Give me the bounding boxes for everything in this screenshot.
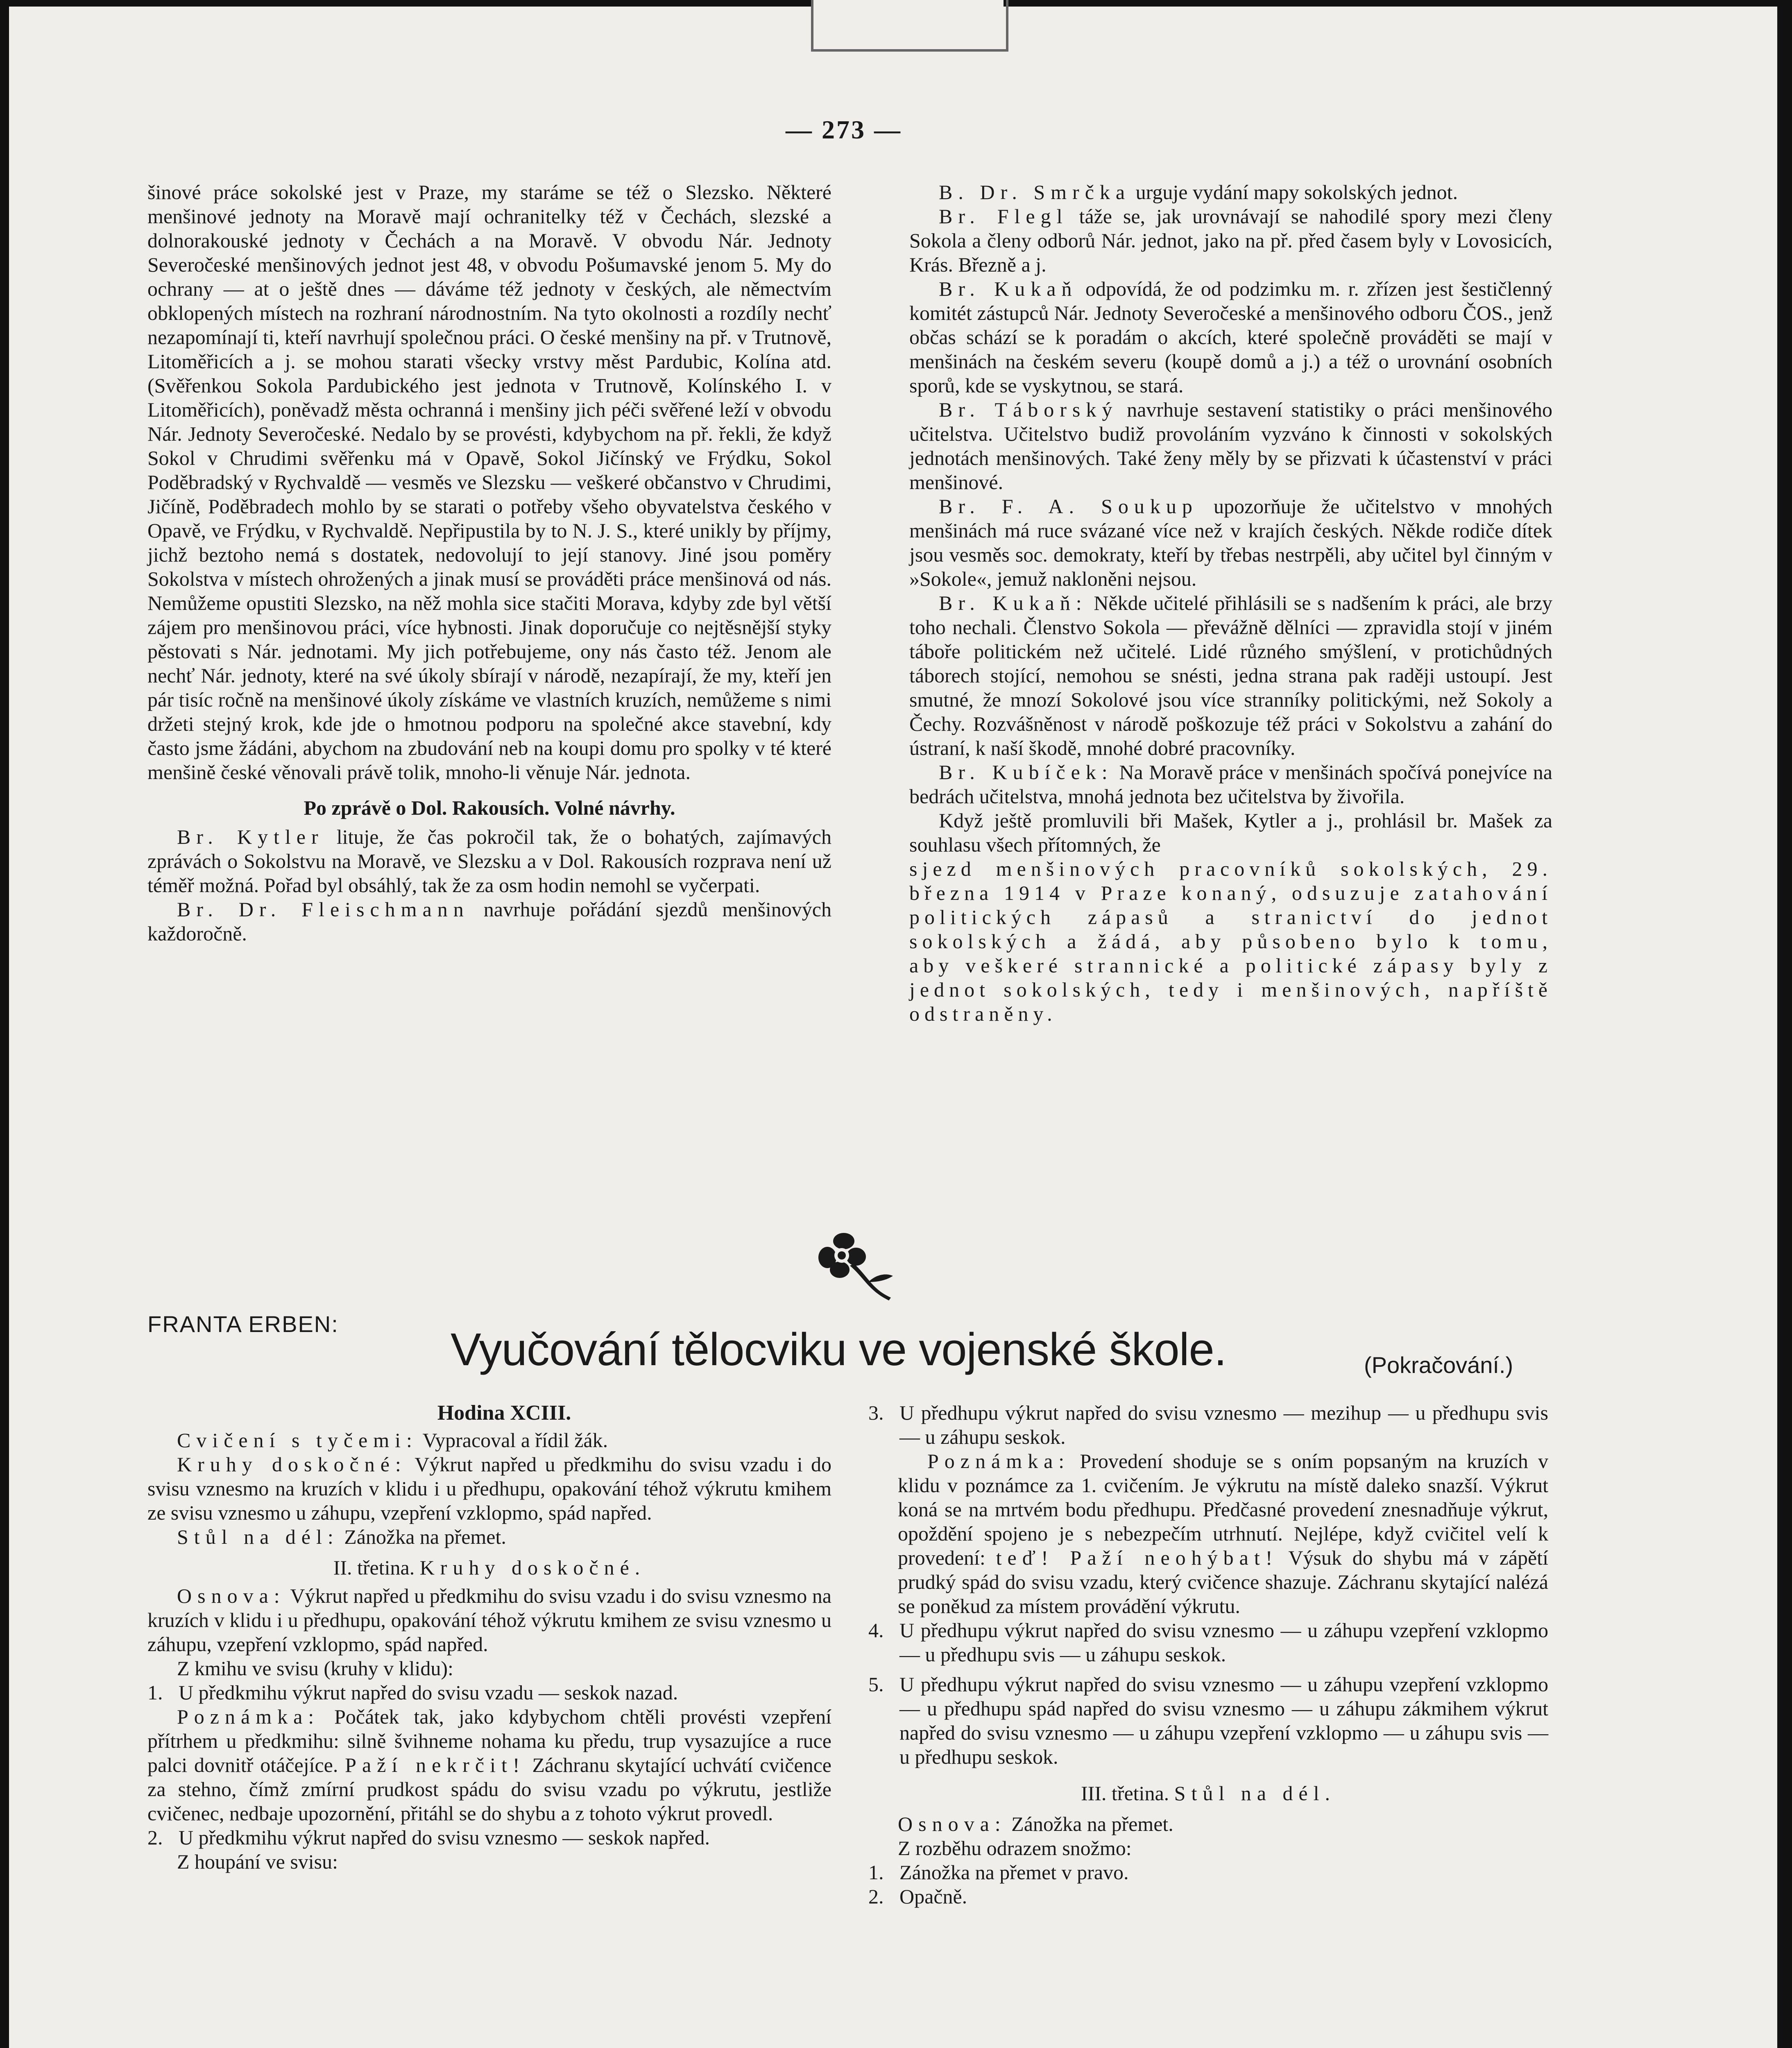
- item-number: 1.: [868, 1861, 884, 1884]
- speaker-name: Br. Kytler: [177, 825, 324, 848]
- section-heading: Po zprávě o Dol. Rakousích. Volné návrhy.: [304, 796, 675, 819]
- continued-note: (Pokračování.): [1364, 1352, 1513, 1378]
- paragraph-text: táže se, jak urovnávají se nahodilé spory mezi členy Sokola a členy odborů Nár. jednot, jako na př. před časem byly v Lovosicích, Krás. Březně a j.: [909, 205, 1552, 276]
- paragraph: [147, 1705, 831, 1826]
- paragraph: [909, 494, 1552, 591]
- paragraph-text: Na Moravě práce v menšinách spočívá ponejvíce na bedrách učitelstva, mnohá jednota bez učitelstva by živořila.: [909, 761, 1552, 808]
- paragraph-text: Vypracoval a řídil žák.: [417, 1429, 608, 1452]
- speaker-name: B. Dr. Smrčka: [939, 181, 1131, 204]
- item-text: Opačně.: [899, 1885, 967, 1908]
- page-number: — 273 —: [786, 115, 902, 144]
- paragraph: [909, 180, 1552, 204]
- paragraph: [147, 1452, 831, 1525]
- spaced-term: Cvičení s tyčemi:: [177, 1429, 418, 1452]
- paragraph-text: Počátek tak, jako kdybychom chtěli provésti vzepření přítrhem u předkmihu: silně švihneme nohama ku předu, trup vysazujíce a ruce palci dovnitř otáčejíce.: [147, 1705, 831, 1776]
- list-item: [868, 1885, 1548, 1909]
- list-item: [868, 1860, 1548, 1885]
- item-number: 5.: [868, 1673, 884, 1696]
- list-item: [868, 1401, 1548, 1449]
- item-number: 4.: [868, 1619, 884, 1642]
- paragraph-text: odpovídá, že od podzimku m. r. zřízen jest šestičlenný komitét zástupců Nár. Jednoty Severočeské a menšinového odboru ČOS., jenž občas schází se k poradám o akcích, které společně prováděti se mají v menšinách na českém severu (koupě domů a j.) a též o urovnání osobních sporů, kde se vyskytnou, se stará.: [909, 277, 1552, 397]
- speaker-name: Br. Kubíček:: [939, 761, 1113, 784]
- paragraph-text: Zánožka na přemet.: [339, 1525, 506, 1548]
- article-author: FRANTA ERBEN:: [147, 1311, 339, 1337]
- paragraph-text: navrhuje pořádání sjezdů menšinových každoročně.: [147, 898, 831, 945]
- item-text: U předhupu výkrut napřed do svisu vznesmo — u záhupu vzepření vzklopmo — u předhupu spád napřed do svisu vznesmo — u záhupu zákmihem výkrut napřed do svisu vznesmo — u záhupu vzepření vzklopmo — u záhupu svis — u předhupu seskok.: [899, 1673, 1548, 1768]
- section-title: Kruhy doskočné.: [419, 1556, 646, 1579]
- item-number: 2.: [868, 1885, 884, 1908]
- paragraph: Když ještě promluvili bři Mašek, Kytler a j., prohlásil br. Mašek za souhlasu všech přítomných, že: [909, 809, 1552, 856]
- item-number: 3.: [868, 1401, 884, 1424]
- speaker-name: Br. Dr. Fleischmann: [177, 898, 469, 921]
- paragraph-text: navrhuje sestavení statistiky o práci menšinového učitelstva. Učitelstvo budiž provoláním vyzváno k činnosti v sokolských jednotách menšinových. Také ženy měly by se přizvati k účastenství v práci menšinové.: [909, 398, 1553, 494]
- lesson-heading: Hodina XCIII.: [437, 1401, 571, 1425]
- paragraph: [909, 591, 1552, 760]
- section-number: II. třetina.: [333, 1556, 420, 1579]
- spaced-term: Kruhy doskočné:: [177, 1453, 407, 1476]
- spaced-term: Osnova:: [898, 1812, 1006, 1835]
- paragraph-text: Provedení shoduje se s oním popsaným na kruzích v klidu v poznámce za 1. cvičením. Je výkrutu na místě daleko snazší. Výkrut koná se na mrtvém bodu předhupu. Předčasné provedení znesnadňuje výkrut, opoždění spojeno je s nebezpečím utrhnutí. Nejlépe, když cvičitel velí k provedení:: [898, 1450, 1548, 1569]
- paragraph: [909, 398, 1552, 494]
- spaced-term: Paží nekrčit!: [345, 1753, 526, 1776]
- paragraph: [868, 1812, 1548, 1836]
- speaker-name: Br. Táborský: [939, 398, 1118, 421]
- speaker-name: Br. Kukaň:: [939, 591, 1087, 614]
- paragraph: [868, 1449, 1548, 1618]
- paragraph: [909, 277, 1552, 398]
- speaker-name: Br. Kukaň: [939, 277, 1078, 300]
- paragraph-text: Záchranu skytající uchvátí cvičence za stehno, čímž zmírní prudkost spádu do svisu vzadu po výkrutu, jestliže cvičenec, nedbaje upozornění, přitáhl se do shybu a z tohoto výkrut provedl.: [147, 1753, 831, 1825]
- paragraph-text: urguje vydání mapy sokolských jednot.: [1130, 181, 1458, 204]
- spaced-term: Osnova:: [177, 1584, 285, 1607]
- bottom-right-column: [868, 1401, 1548, 1909]
- section-heading: [868, 1781, 1548, 1806]
- speaker-name: Br. F. A. Soukup: [939, 495, 1198, 518]
- article-title: Vyučování tělocviku ve vojenské škole.: [451, 1324, 1226, 1375]
- spaced-term: Poznámka:: [177, 1705, 320, 1728]
- paragraph: šinové práce sokolské jest v Praze, my staráme se též o Slezsko. Některé menšinové jednoty na Moravě mají ochranitelky též v Čechách, slezské a dolnorakouské jednoty v Čechách a na Moravě. V obvodu Nár. Jednoty Severočeské menšinových jednot jest 48, v obvodu Pošumavské jenom 5. My do ochrany — at o ještě dnes — dáváme též jednoty v českých, ale němectvím obklopených místech na rozhraní národnostním. Na tyto okolnosti a rozdíly nechť nezapomínají ti, kteří navrhují společnou práci. O české menšiny na př. v Trutnově, Litoměřicích a j. se mohou starati všecky vrstvy měst Pardubic, Kolína atd. (Svěřenkou Sokola Pardubického jest jednota v Trutnově, Kolínského I. v Litoměřicích), poněvadž města ochranná i menšiny jich péči svěřené leží v obvodu Nár. Jednoty Severočeské. Nedalo by se provésti, kdybychom na př. řekli, že když Sokol v Chrudimi svěřenku má v Opavě, Sokol Jičínský ve Frýdku, Sokol Poděbradský v Rychvaldě — vesměs ve Slezsku — veškeré občanstvo v Chrudimi, Jičíně, Poděbradech mohlo by se starati o potřeby všeho obyvatelstva českého v Opavě, ve Frýdku, v Rychvaldě. Nepřipustila by to N. J. S., které unikly by příjmy, jichž beztoho nemá s dostatek, nedovolují to její stanovy. Jiné jsou poměry Sokolstva v místech ohrožených a jinak musí se prováděti práce menšinová od nás. Nemůžeme opustiti Slezsko, na něž mohla sice stačiti Morava, kdyby zde byl větší zájem pro menšinovou práci, více hybnosti. Jinak doporučuje co nejtěsnější styky pěstovati s Nár. jednotami. My jich potřebujeme, ony nás často též. Jenom ale nechť Nár. jednoty, které na své úkoly sbírají v národě, nezapírají, že my, kteří jen pár tisíc ročně na menšinové úkoly získáme ve vlastních kruzích, nemůžeme s nimi držeti stejný krok, kde jde o hmotnou podporu na společné akce stavební, kdy často jsme žádáni, abychom na zbudování neb na koupi domu pro spolky v té které menšině české věnovali právě tolik, mnoho-li věnuje Nár. jednota.: [147, 181, 831, 784]
- spaced-term: Poznámka:: [927, 1450, 1070, 1473]
- paragraph-text: upozorňuje že učitelstvo v mnohých menšinách má ruce svázané více než v krajích českých. Někde rodiče dítek jsou vesměs soc. demokraty, kteří by třebas nestrpěli, aby učitel byl činným v »Sokole«, jemuž nakloněni nejsou.: [909, 495, 1552, 590]
- subheading: Z kmihu ve svisu (kruhy v klidu):: [177, 1657, 453, 1680]
- top-right-column: [909, 180, 1552, 1026]
- floral-ornament-icon: [811, 1225, 901, 1307]
- top-left-column: [147, 180, 831, 946]
- section-number: III. třetina.: [1081, 1782, 1174, 1805]
- item-text: U předhupu výkrut napřed do svisu vznesmo — mezihup — u předhupu svis — u záhupu seskok.: [899, 1401, 1548, 1448]
- paragraph-text: lituje, že čas pokročil tak, že o bohatých, zajímavých zprávách o Sokolstvu na Moravě, ve Slezsku a v Dol. Rakousích rozprava není už téměř možná. Pořad byl obsáhlý, tak že za osm hodin nemohl se vyčerpati.: [147, 825, 831, 897]
- list-item: [868, 1618, 1548, 1667]
- item-text: U předhupu výkrut napřed do svisu vznesmo — u záhupu vzepření vzklopmo — u předhupu svis — u záhupu seskok.: [899, 1619, 1548, 1666]
- section-title: Stůl na dél.: [1174, 1782, 1336, 1805]
- item-text: Zánožka na přemet v pravo.: [899, 1861, 1129, 1884]
- paragraph: [147, 825, 831, 897]
- paragraph-text: Zánožka na přemet.: [1006, 1812, 1174, 1835]
- paragraph: [147, 1428, 831, 1452]
- subheading: Z rozběhu odrazem snožmo:: [898, 1837, 1132, 1860]
- subheading: Z houpání ve svisu:: [177, 1850, 338, 1873]
- paragraph: [909, 204, 1552, 277]
- speaker-name: Br. Flegl: [939, 205, 1068, 228]
- item-text: U předkmihu výkrut napřed do svisu vznesmo — seskok napřed.: [179, 1826, 710, 1849]
- item-number: 2.: [147, 1826, 163, 1849]
- paragraph: [909, 760, 1552, 809]
- spaced-term: Stůl na dél:: [177, 1525, 339, 1548]
- list-item: [868, 1672, 1548, 1769]
- paragraph: [147, 1525, 831, 1549]
- bottom-left-column: [147, 1401, 831, 1874]
- paragraph: [147, 897, 831, 946]
- paragraph-text: Někde učitelé přihlásili se s nadšením k práci, ale brzy toho nechali. Členstvo Sokola — převážně dělníci — zpravidla stojí v jiném táboře politickém než učitelé. Lidé různého smýšlení, v protichůdných táborech stojící, nemohou se snésti, jedna strana pak raději ustoupí. Jest smutné, že mnozí Sokolové jsou více stranníky politickými, než Sokoly a Čechy. Rozvášněnost v národě poškozuje též práci v Sokolstvu a zahání do ústraní, k naší škodě, mnohé dobré pracovníky.: [909, 591, 1552, 759]
- list-item: [147, 1826, 831, 1850]
- item-number: 1.: [147, 1681, 163, 1704]
- paragraph-text: Výsuk do shybu má v zápětí prudký spád do svisu vzadu, který cvičence shazuje. Záchranu skytající nalézá se poněkud za místem provádění výkrutu.: [898, 1546, 1548, 1618]
- paragraph-text: Výkrut napřed u předkmihu do svisu vzadu i do svisu vznesmo na kruzích v klidu i u předhupu, opakování téhož výkrutu kmihem ze svisu vznesmo u záhupu, vzepření vzklopmo, spád napřed.: [147, 1584, 831, 1656]
- resolution-text: sjezd menšinových pracovníků sokolských, 29. března 1914 v Praze konaný, odsuzuje zatahování politických zápasů a stranictví do jednot sokolských a žádá, aby působeno bylo k tomu, aby veškeré strannické a politické zápasy byly z jednot sokolských, tedy i menšinových, napříště odstraněny.: [909, 857, 1552, 1025]
- paragraph: [147, 1584, 831, 1656]
- list-item: [147, 1681, 831, 1705]
- item-text: U předkmihu výkrut napřed do svisu vzadu — seskok nazad.: [179, 1681, 678, 1704]
- spaced-term: teď! Paží neohýbat!: [996, 1546, 1278, 1569]
- paragraph-text: Výkrut napřed u předkmihu do svisu vzadu i do svisu vznesmo na kruzích v klidu i u předhupu, opakování téhož výkrutu kmihem ze svisu vznesmo u záhupu, vzepření vzklopmo, spád napřed.: [147, 1453, 831, 1524]
- section-heading: [147, 1556, 831, 1580]
